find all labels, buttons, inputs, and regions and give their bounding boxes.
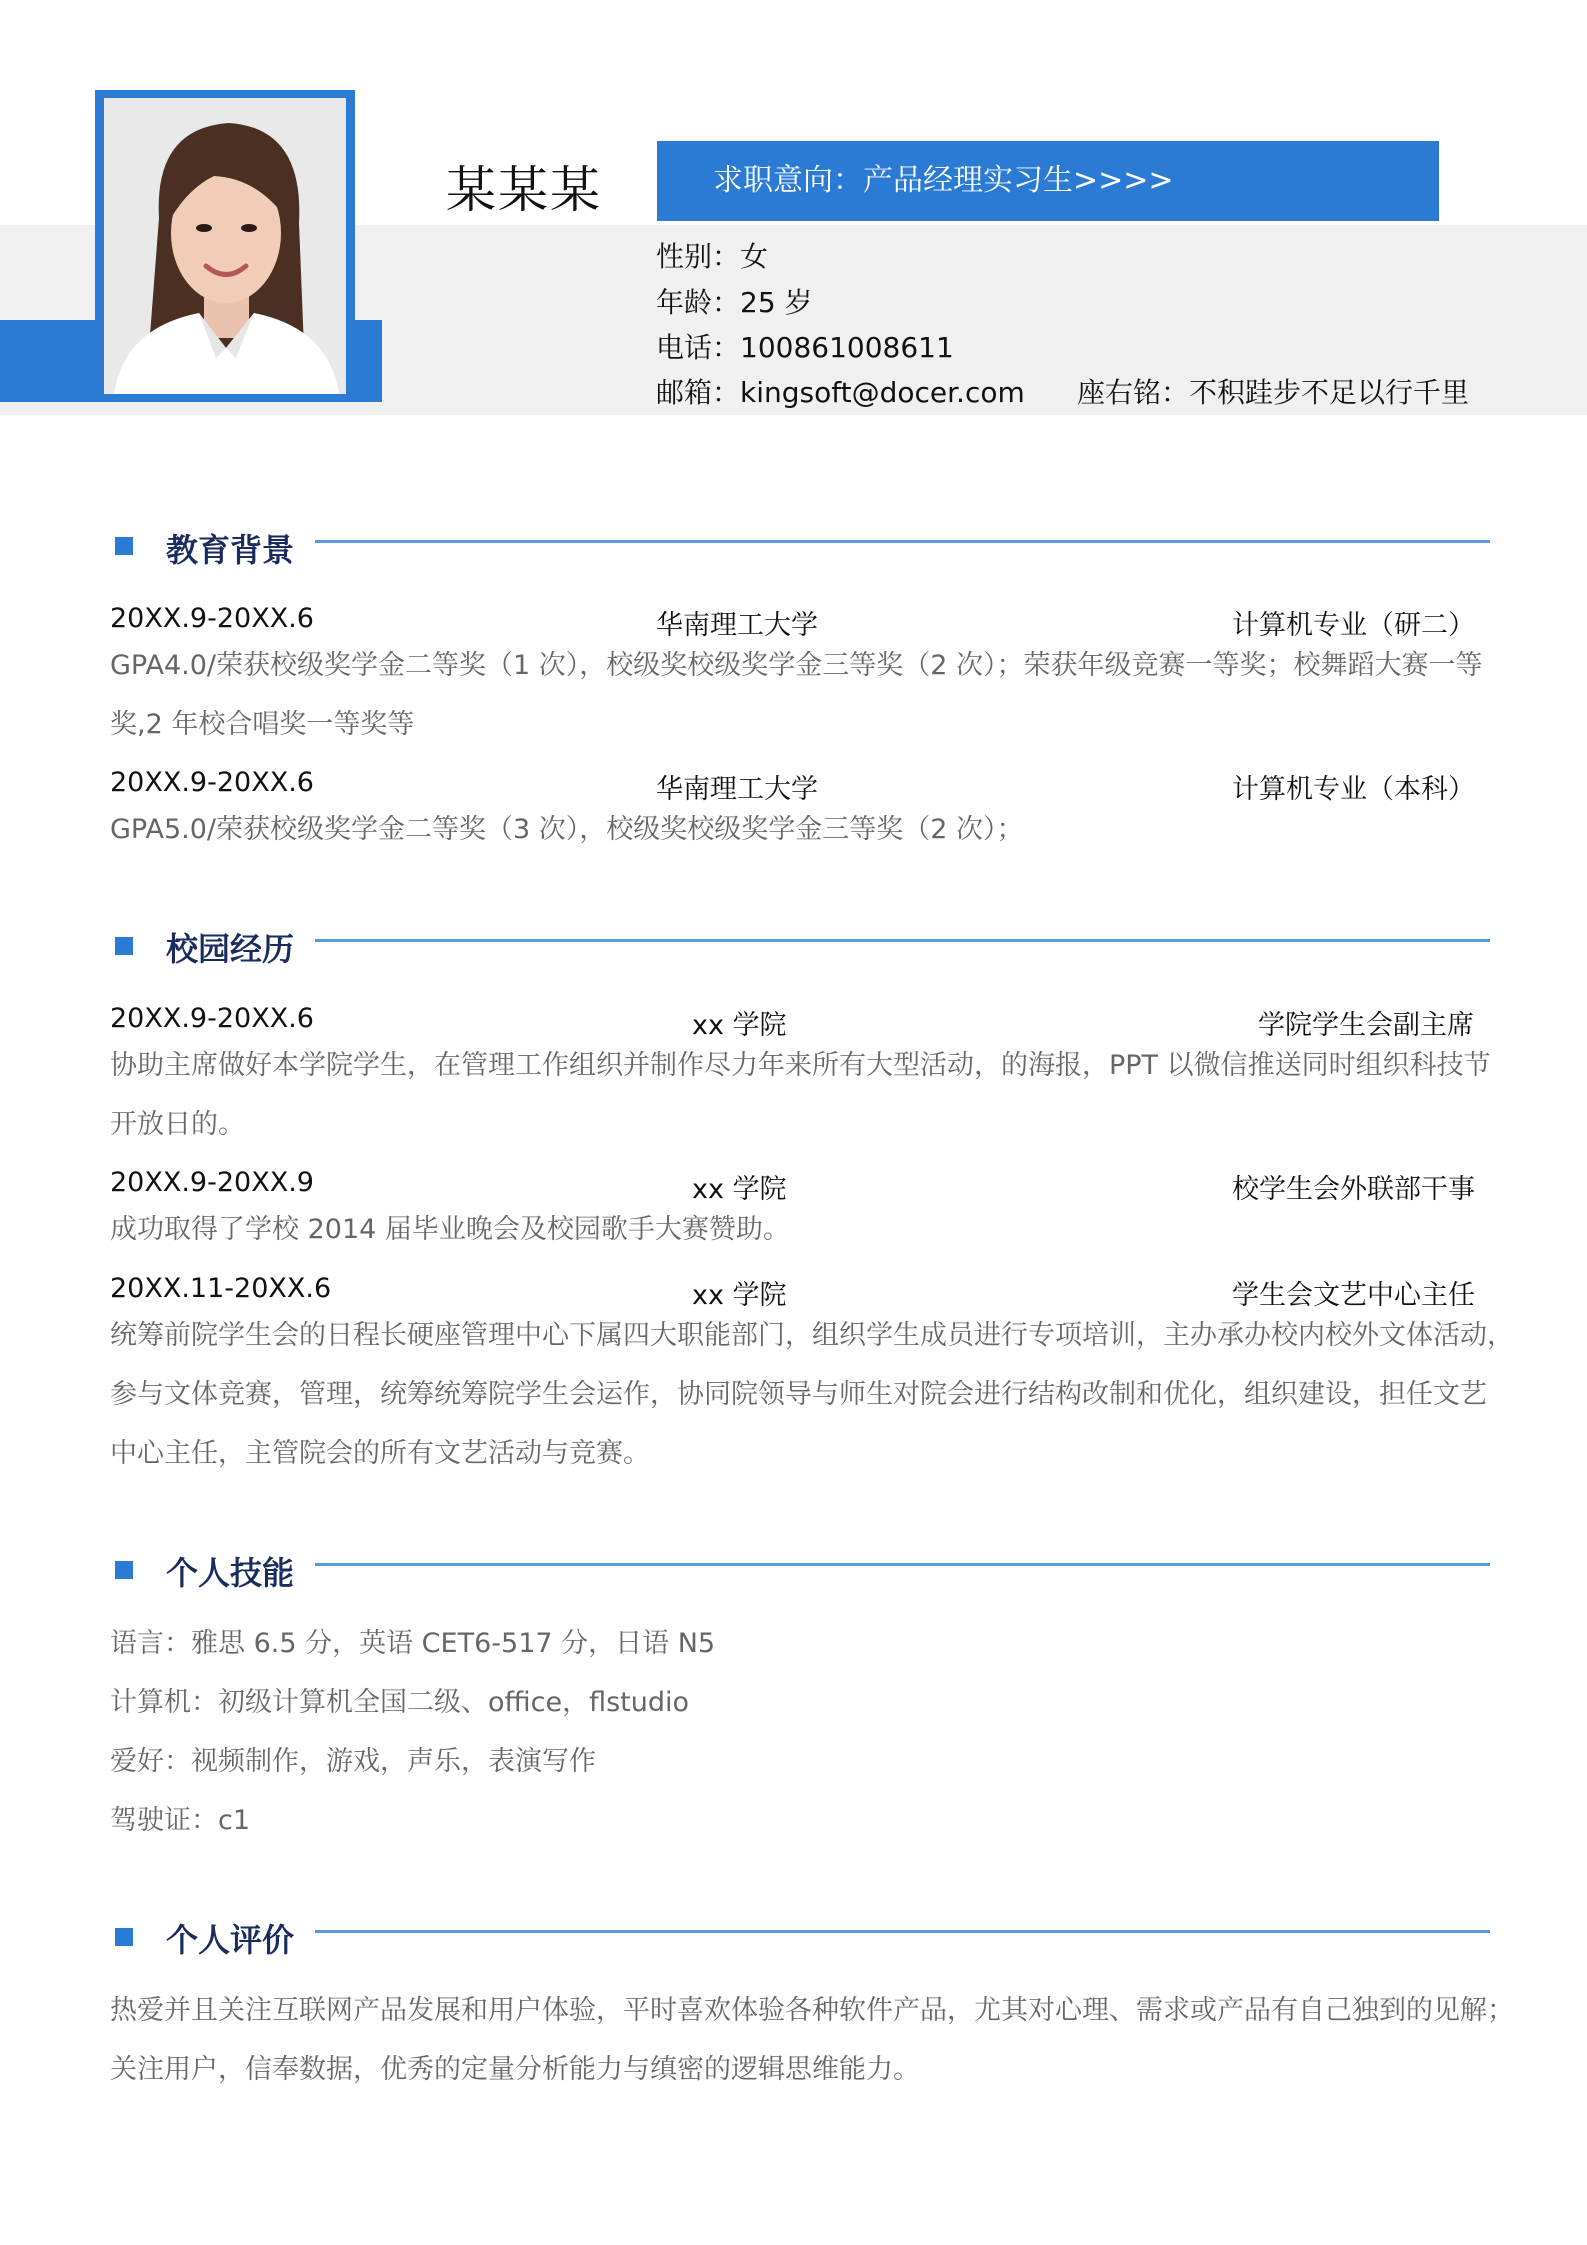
section-title-education: 教育背景 <box>166 531 295 569</box>
entry-org: 华南理工大学 <box>656 610 818 641</box>
section-marker <box>115 937 133 955</box>
entry-date: 20XX.9-20XX.6 <box>110 767 314 798</box>
section-title-skills: 个人技能 <box>166 1554 295 1592</box>
entry-desc-line: GPA5.0/荣获校级奖学金二等奖（3 次），校级奖校级奖学金三等奖（2 次）； <box>110 814 1024 845</box>
section-divider <box>315 1930 1490 1933</box>
job-intent-banner: 求职意向：产品经理实习生>>>> <box>657 141 1439 221</box>
entry-org: xx 学院 <box>692 1010 787 1041</box>
entry-desc-line: 中心主任，主管院会的所有文艺活动与竞赛。 <box>110 1438 650 1469</box>
section-marker <box>115 1928 133 1946</box>
entry-desc-line: 成功取得了学校 2014 届毕业晚会及校园歌手大赛赞助。 <box>110 1214 790 1245</box>
entry-role: 学生会文艺中心主任 <box>1232 1280 1475 1311</box>
skill-line: 爱好：视频制作，游戏，声乐，表演写作 <box>110 1746 596 1777</box>
entry-date: 20XX.9-20XX.6 <box>110 603 314 634</box>
section-marker <box>115 1561 133 1579</box>
candidate-name: 某某某 <box>446 161 602 219</box>
section-divider <box>315 939 1490 942</box>
entry-role: 校学生会外联部干事 <box>1232 1174 1475 1205</box>
section-title-evaluation: 个人评价 <box>166 1921 295 1959</box>
entry-role: 学院学生会副主席 <box>1258 1010 1474 1041</box>
skill-line: 语言：雅思 6.5 分，英语 CET6-517 分，日语 N5 <box>110 1628 716 1659</box>
entry-org: xx 学院 <box>692 1174 787 1205</box>
skill-line: 计算机：初级计算机全国二级、office，flstudio <box>110 1687 690 1718</box>
profile-photo <box>104 98 346 394</box>
entry-date: 20XX.9-20XX.6 <box>110 1003 314 1034</box>
entry-org: xx 学院 <box>692 1280 787 1311</box>
entry-role: 计算机专业（研二） <box>1232 610 1475 641</box>
entry-desc-line: 协助主席做好本学院学生，在管理工作组织并制作尽力年来所有大型活动，的海报，PPT 以微信推送同时组织科技节 <box>110 1050 1491 1081</box>
entry-org: 华南理工大学 <box>656 774 818 805</box>
motto-field: 座右铭：不积跬步不足以行千里 <box>1077 376 1470 409</box>
entry-date: 20XX.11-20XX.6 <box>110 1273 332 1304</box>
section-marker <box>115 537 133 555</box>
section-divider <box>315 540 1490 543</box>
email-field: 邮箱：kingsoft@docer.com <box>656 376 1025 409</box>
age-field: 年龄：25 岁 <box>656 286 813 319</box>
entry-desc-line: 参与文体竞赛，管理，统筹统筹院学生会运作，协同院领导与师生对院会进行结构改制和优化，组织建设，担任文艺 <box>110 1379 1487 1410</box>
entry-desc-line: 开放日的。 <box>110 1109 245 1140</box>
evaluation-line: 关注用户，信奉数据，优秀的定量分析能力与缜密的逻辑思维能力。 <box>110 2054 920 2085</box>
skill-line: 驾驶证：c1 <box>110 1805 251 1836</box>
entry-role: 计算机专业（本科） <box>1232 774 1475 805</box>
phone-field: 电话：100861008611 <box>656 331 954 364</box>
section-title-campus: 校园经历 <box>166 930 295 968</box>
entry-desc-line: 奖,2 年校合唱奖一等奖等 <box>110 709 415 740</box>
entry-desc-line: GPA4.0/荣获校级奖学金二等奖（1 次），校级奖校级奖学金三等奖（2 次）；荣获年级竞赛一等奖；校舞蹈大赛一等 <box>110 650 1483 681</box>
section-divider <box>315 1563 1490 1566</box>
gender-field: 性别：女 <box>656 240 769 273</box>
evaluation-line: 热爱并且关注互联网产品发展和用户体验，平时喜欢体验各种软件产品，尤其对心理、需求或产品有自己独到的见解； <box>110 1995 1514 2026</box>
entry-desc-line: 统筹前院学生会的日程长硬座管理中心下属四大职能部门，组织学生成员进行专项培训，主办承办校内校外文体活动， <box>110 1320 1514 1351</box>
entry-date: 20XX.9-20XX.9 <box>110 1167 314 1198</box>
